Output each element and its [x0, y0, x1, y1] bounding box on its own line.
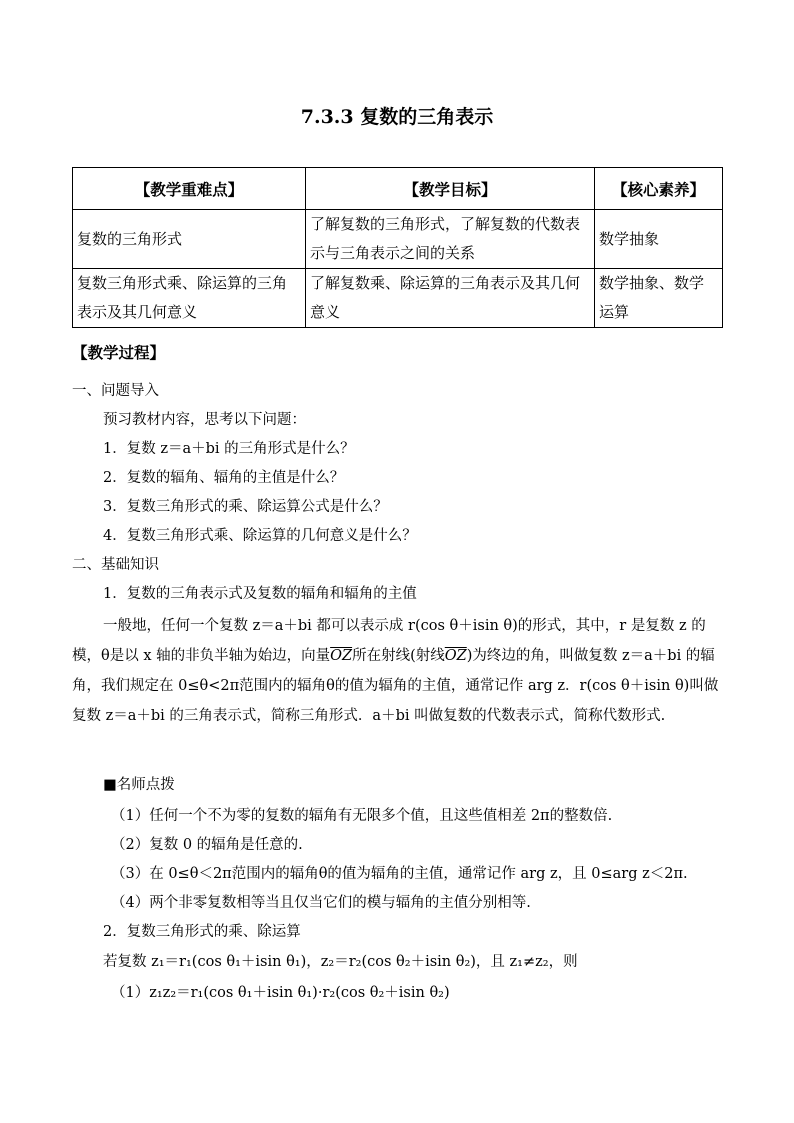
formula-line: （1）z₁z₂＝r₁(cos θ₁＋isin θ₁)·r₂(cos θ₂＋isin θ₂): [111, 985, 450, 1001]
paragraph-text: )为终边的角，叫做复数 z＝a＋bi 的辐角，我们规定在 0≤θ<2π范围内的辐角θ的值为辐角的主值，通常记作 arg z．r(cos θ＋isin θ)叫做复数 z＝a＋bi 的三角表示式，简称三角形式．a＋bi 叫做复数的代数表示式，简称代数形式.: [72, 648, 719, 724]
table-row: [73, 210, 723, 269]
intro-text: 预习教材内容，思考以下问题：: [103, 412, 306, 428]
tip-item: （1）任何一个不为零的复数的辐角有无限多个值，且这些值相差 2π的整数倍.: [111, 808, 613, 824]
section-heading: 二、基础知识: [72, 557, 159, 573]
vector-oz: $\overline{OZ}$: [444, 648, 467, 664]
subsection-heading: 2．复数三角形式的乘、除运算: [103, 924, 301, 940]
process-heading: 【教学过程】: [72, 343, 166, 362]
table-header-objectives: 【教学目标】: [306, 168, 595, 210]
question-item: 2．复数的辐角、辐角的主值是什么？: [103, 470, 345, 486]
table-row: [73, 269, 723, 328]
definition-paragraph: [72, 611, 724, 731]
section-heading: 一、问题导入: [72, 383, 159, 399]
question-item: 4．复数三角形式乘、除运算的几何意义是什么？: [103, 528, 417, 544]
table-header-row: [73, 168, 723, 210]
table-cell: 复数的三角形式: [73, 210, 306, 269]
tip-item: （2）复数 0 的辐角是任意的.: [111, 837, 303, 853]
table-header-difficulty: 【教学重难点】: [73, 168, 306, 210]
objectives-table: [72, 167, 723, 328]
table-cell: 数学抽象、数学运算: [595, 269, 723, 328]
paragraph-text: 一般地，任何一个复数 z＝a＋bi 都可以表示成 r(cos θ＋isin θ)的形式，其中，r 是复数 z 的模，θ是以 x 轴的非负半轴为始边，向量: [72, 618, 706, 664]
tip-item: （3）在 0≤θ＜2π范围内的辐角θ的值为辐角的主值，通常记作 arg z，且 0≤arg z＜2π.: [111, 866, 688, 882]
subsection-heading: 1．复数的三角表示式及复数的辐角和辐角的主值: [103, 586, 417, 602]
table-cell: 了解复数的三角形式，了解复数的代数表示与三角表示之间的关系: [306, 210, 595, 269]
table-cell: 复数三角形式乘、除运算的三角表示及其几何意义: [73, 269, 306, 328]
table-cell: 数学抽象: [595, 210, 723, 269]
condition-text: 若复数 z₁＝r₁(cos θ₁＋isin θ₁)，z₂＝r₂(cos θ₂＋isin θ₂)，且 z₁≠z₂，则: [103, 954, 578, 970]
tip-item: （4）两个非零复数相等当且仅当它们的模与辐角的主值分别相等.: [111, 895, 531, 911]
paragraph-text: 所在射线(射线: [352, 648, 445, 664]
tips-heading: ■名师点拨: [103, 777, 175, 793]
table-header-competency: 【核心素养】: [595, 168, 723, 210]
page-title: 7.3.3 复数的三角表示: [300, 106, 494, 128]
vector-oz: $\overline{OZ}$: [330, 648, 353, 664]
question-item: 3．复数三角形式的乘、除运算公式是什么？: [103, 499, 388, 515]
table-cell: 了解复数乘、除运算的三角表示及其几何意义: [306, 269, 595, 328]
question-item: 1．复数 z＝a＋bi 的三角形式是什么？: [103, 441, 355, 457]
